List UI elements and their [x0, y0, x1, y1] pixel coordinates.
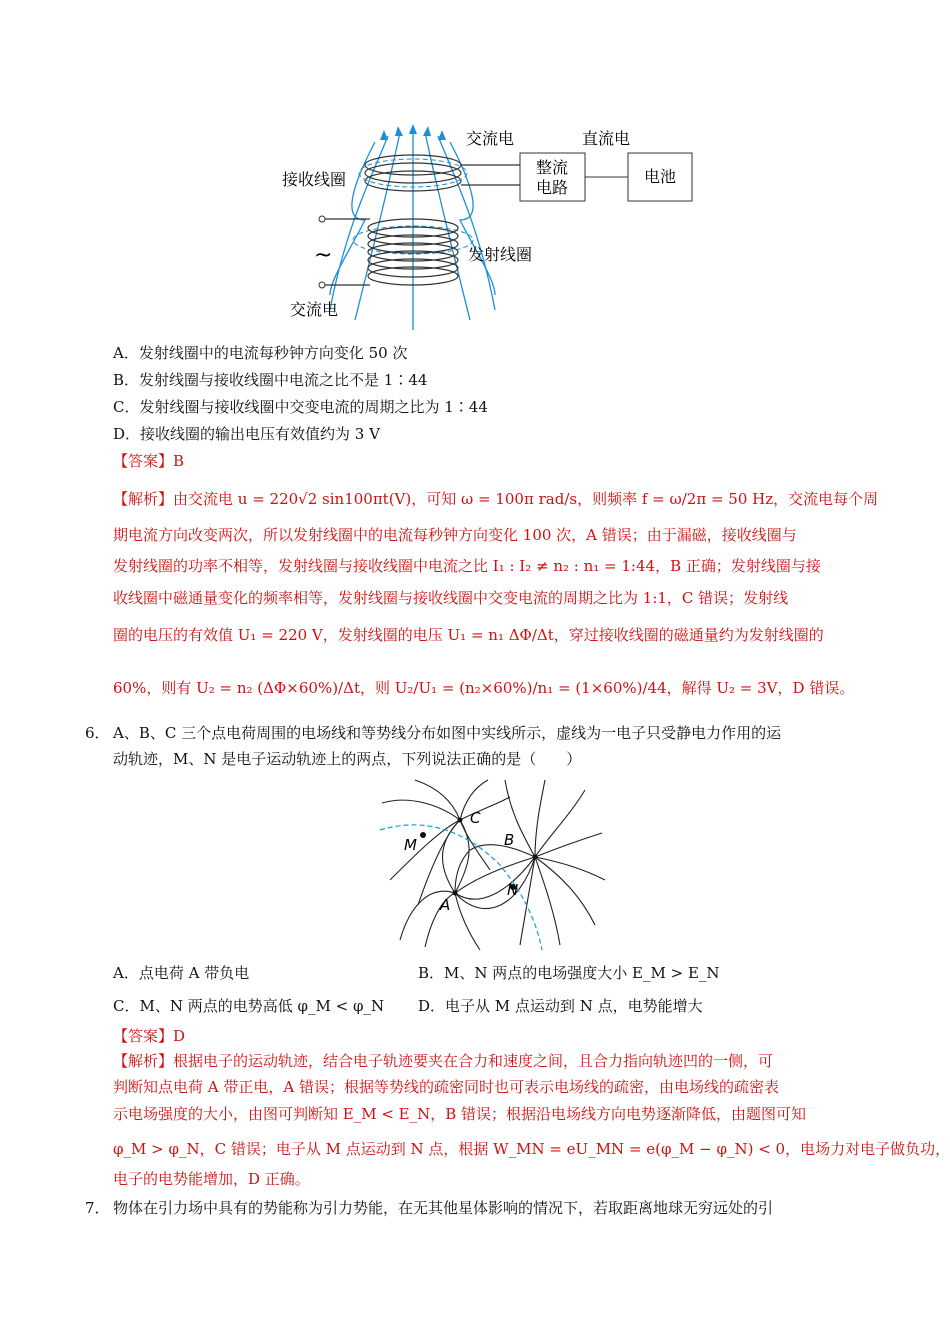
q5-answer: 【答案】B — [113, 452, 185, 470]
rectifier-label-2: 电路 — [536, 178, 569, 197]
q6-analysis-line: φ_M > φ_N，C 错误；电子从 M 点运动到 N 点，根据 W_MN = eU_MN = e(φ_M − φ_N) < 0，电场力对电子做负功， — [113, 1140, 950, 1158]
q5-option-a: A．发射线圈中的电流每秒钟方向变化 50 次 — [113, 344, 408, 362]
wireless-charging-figure — [270, 120, 710, 335]
q6-analysis-line: 示电场强度的大小，由图可判断知 E_M < E_N，B 错误；根据沿电场线方向电势逐渐降低，由题图可知 — [113, 1105, 807, 1123]
q6-stem-line: 动轨迹，M、N 是电子运动轨迹上的两点，下列说法正确的是（ ） — [113, 750, 582, 768]
q6-stem-line: A、B、C 三个点电荷周围的电场线和等势线分布如图中实线所示，虚线为一电子只受静电力作用的运 — [113, 724, 782, 742]
q7-number: 7． — [85, 1199, 110, 1217]
label-n: N — [507, 881, 519, 899]
label-a: A — [440, 896, 451, 914]
q6-answer: 【答案】D — [113, 1027, 186, 1045]
q5-option-b: B．发射线圈与接收线圈中电流之比不是 1∶44 — [113, 371, 428, 389]
ac-label-bottom: 交流电 — [290, 300, 339, 319]
q6-analysis-line: 判断知点电荷 A 带正电，A 错误；根据等势线的疏密同时也可表示电场线的疏密，由电场线的疏密表 — [113, 1078, 779, 1096]
transmit-coil-label: 发射线圈 — [468, 245, 533, 264]
q5-analysis-line: 【解析】由交流电 u = 220√2 sin100πt(V)，可知 ω = 100π rad/s，则频率 f = ω/2π = 50 Hz，交流电每个周 — [113, 490, 879, 508]
q5-analysis-line: 收线圈中磁通量变化的频率相等，发射线圈与接收线圈中交变电流的周期之比为 1:1，C 错误；发射线 — [113, 589, 789, 607]
receive-coil-label: 接收线圈 — [282, 170, 347, 189]
label-b: B — [504, 831, 515, 849]
q5-option-c: C．发射线圈与接收线圈中交变电流的周期之比为 1∶44 — [113, 398, 488, 416]
q5-option-d: D．接收线圈的输出电压有效值约为 3 V — [113, 425, 380, 443]
label-m: M — [404, 836, 417, 854]
q6-option-b: B．M、N 两点的电场强度大小 E_M > E_N — [418, 964, 720, 982]
dc-label: 直流电 — [582, 129, 631, 148]
q6-analysis-line: 【解析】根据电子的运动轨迹，结合电子轨迹要夹在合力和速度之间，且合力指向轨迹凹的一侧，可 — [113, 1052, 774, 1070]
ac-symbol: ~ — [314, 243, 333, 268]
q5-analysis-line: 60%，则有 U₂ = n₂ (ΔΦ×60%)/Δt，则 U₂/U₁ = (n₂×60%)/n₁ = (1×60%)/44，解得 U₂ = 3V，D 错误。 — [113, 679, 855, 697]
battery-label: 电池 — [644, 167, 677, 186]
q6-option-c: C．M、N 两点的电势高低 φ_M < φ_N — [113, 997, 385, 1015]
q6-number: 6． — [85, 724, 110, 742]
electric-field-figure — [370, 775, 610, 955]
q6-analysis-line: 电子的电势能增加，D 正确。 — [113, 1170, 310, 1188]
q6-option-d: D．电子从 M 点运动到 N 点，电势能增大 — [418, 997, 703, 1015]
ac-label-top: 交流电 — [466, 129, 515, 148]
rectifier-label-1: 整流 — [536, 158, 569, 177]
q7-stem-line: 物体在引力场中具有的势能称为引力势能，在无其他星体影响的情况下，若取距离地球无穷远处的引 — [113, 1199, 774, 1217]
q5-analysis-line: 圈的电压的有效值 U₁ = 220 V，发射线圈的电压 U₁ = n₁ ΔΦ/Δt，穿过接收线圈的磁通量约为发射线圈的 — [113, 626, 824, 644]
q5-analysis-line: 发射线圈的功率不相等，发射线圈与接收线圈中电流之比 I₁ : I₂ ≠ n₂ : n₁ = 1:44，B 正确；发射线圈与接 — [113, 557, 821, 575]
q5-analysis-line: 期电流方向改变两次，所以发射线圈中的电流每秒钟方向变化 100 次，A 错误；由于漏磁，接收线圈与 — [113, 526, 797, 544]
q6-option-a: A．点电荷 A 带负电 — [113, 964, 250, 982]
label-c: C — [470, 809, 481, 827]
